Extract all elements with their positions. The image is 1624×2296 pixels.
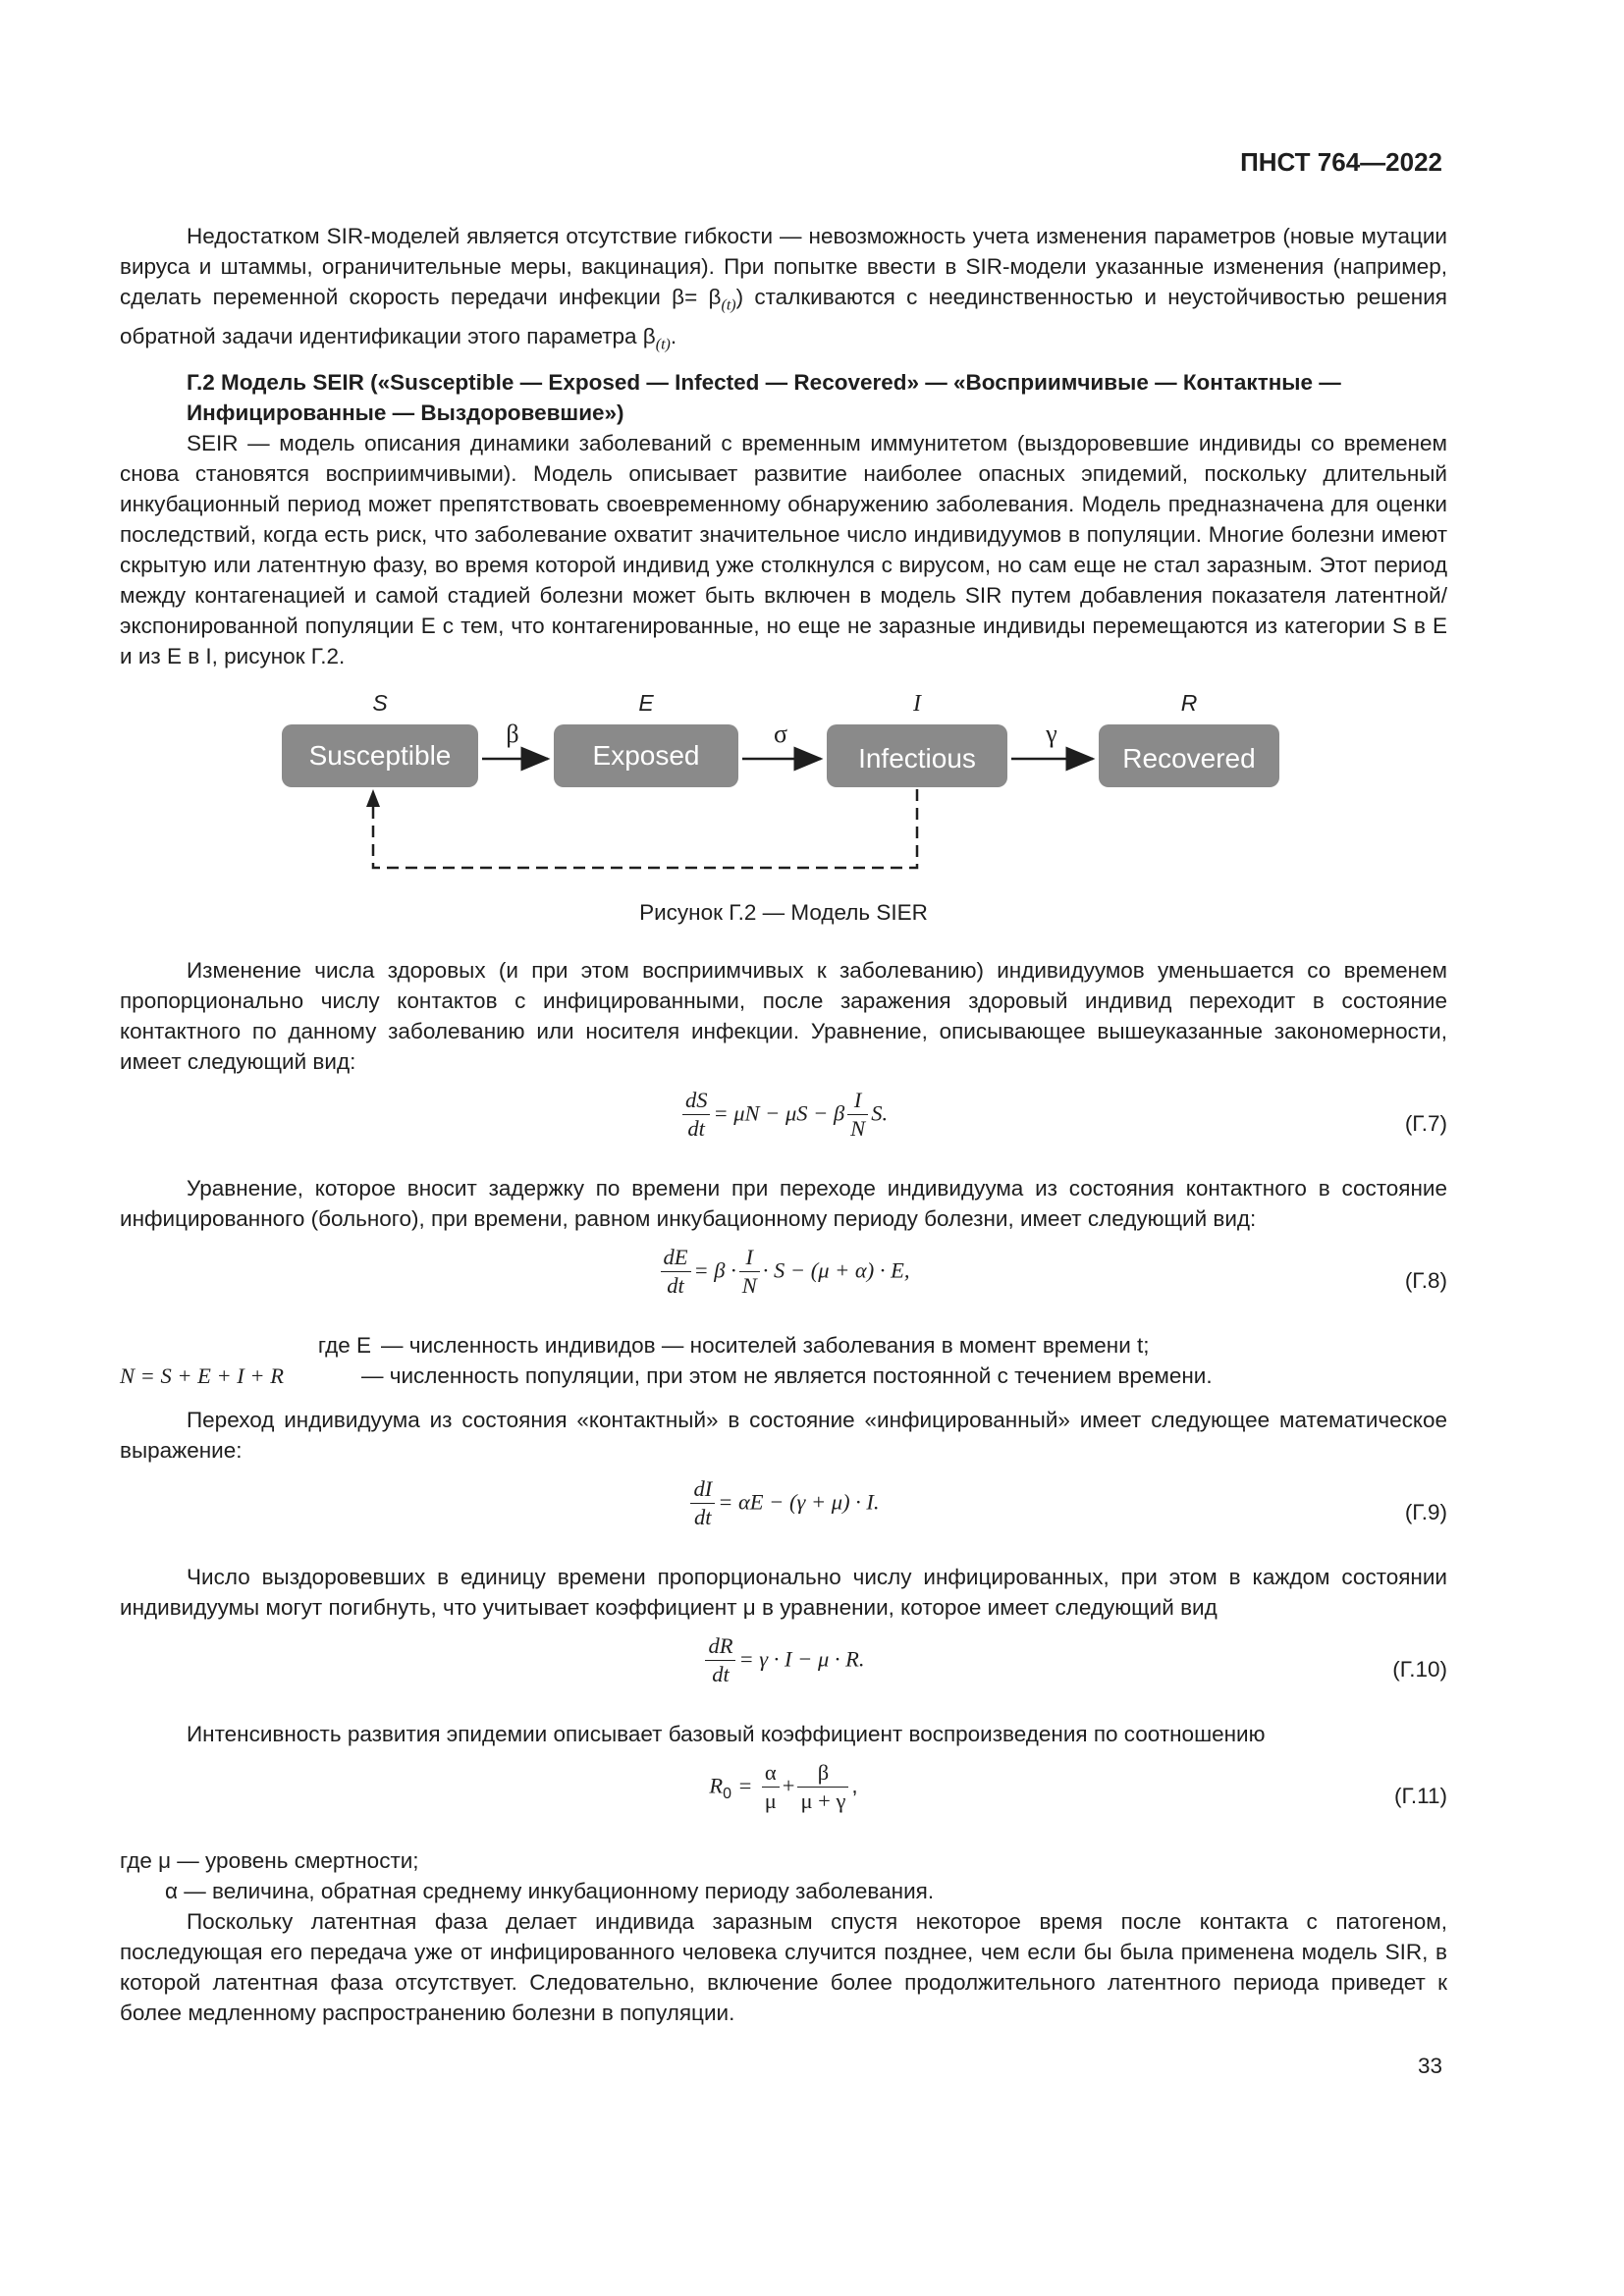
where-n-text: — численность популяции, при этом не является постоянной с течением времени.: [361, 1363, 1213, 1388]
where-e-text: — численность индивидов — носителей заболевания в момент времени t;: [381, 1333, 1150, 1358]
equation-g8: $\frac{dE}{dt}$ = β · $\frac{I}{N}$ · S − (μ + α) · E, (Г.8): [120, 1244, 1447, 1316]
eq-g9-lhs-fraction: $\frac{dI}{dt}$: [690, 1475, 715, 1531]
where-alpha-definition: α — величина, обратная среднему инкубационному периоду заболевания.: [165, 1879, 935, 1903]
eq-g7-rhs-fraction: $\frac{I}{N}$: [847, 1087, 868, 1143]
feedback-arrowhead: [366, 789, 380, 807]
equation-g9: $\frac{dI}{dt}$ = αE − (γ + μ) · I. (Г.9): [120, 1475, 1447, 1548]
eq-g8-lhs-fraction: $\frac{dE}{dt}$: [661, 1244, 691, 1300]
feedback-dashed-line: [373, 789, 917, 868]
rate-beta: β: [506, 720, 519, 748]
rate-gamma: γ: [1046, 720, 1057, 748]
equation-number-g9: (Г.9): [1404, 1500, 1447, 1524]
node-label-recovered: Recovered: [1122, 743, 1256, 774]
where-e-symbol: где E: [317, 1333, 371, 1358]
equation-number-g7: (Г.7): [1404, 1111, 1447, 1136]
section-title-g2: Г.2 Модель SEIR («Susceptible — Exposed — Infected — Recovered» — «Восприимчивые — Контактные — Инфицированные — Выздоровевшие»): [187, 370, 1341, 425]
paragraph-delay: Уравнение, которое вносит задержку по времени при переходе индивидуума из состояния контактного в состояние инфицированного (больного), при времени, равном инкубационному периоду болезни, имеет следующий вид:: [120, 1176, 1447, 1231]
paragraph-recovered: Число выздоровевших в единицу времени пропорционально числу инфицированных, при этом в каждом состоянии индивидуумы могут погибнуть, что учитывает коэффициент μ в уравнении, которое имеет следующий вид: [120, 1565, 1447, 1620]
node-label-exposed: Exposed: [592, 740, 700, 771]
where-mu-definition: где μ — уровень смертности;: [120, 1848, 419, 1873]
equation-number-g10: (Г.10): [1392, 1657, 1447, 1682]
paragraph-conclusion: Поскольку латентная фаза делает индивида заразным спустя некоторое время после контакта с патогеном, последующая его передача уже от инфицированного человека случится позднее, чем если бы была применена модель SIR, в которой латентная фаза отсутствует. Следовательно, включение более продолжительного латентного периода приведет к более медленному распространению болезни в популяции.: [120, 1909, 1447, 2025]
eq-g11-fraction-1: $\frac{\alpha}{\mu}$: [762, 1759, 780, 1815]
node-label-susceptible: Susceptible: [308, 740, 452, 771]
node-letter-e: E: [638, 690, 654, 716]
eq-g8-rhs-fraction: $\frac{I}{N}$: [739, 1244, 760, 1300]
node-label-infectious: Infectious: [858, 743, 976, 774]
seir-diagram-svg: [120, 681, 1447, 897]
paragraph-susceptible-change: Изменение числа здоровых (и при этом восприимчивых к заболеванию) индивидуумов уменьшается со временем пропорционально числу контактов с инфицированными, после заражения здоровый индивид переходит в состояние контактного по данному заболеванию или носителя инфекции. Уравнение, описывающее вышеуказанные закономерности, имеет следующий вид:: [120, 958, 1447, 1074]
equation-g11: $R_0$ = $\frac{\alpha}{\mu}$ + $\frac{\beta}{\mu + \gamma}$ , (Г.11): [709, 1760, 1447, 1813]
rate-sigma: σ: [773, 720, 788, 748]
document-id: ПНСТ 764—2022: [1240, 147, 1442, 177]
figure-caption: Рисунок Г.2 — Модель SIER: [639, 900, 928, 925]
figure-seir-diagram: [120, 681, 1447, 897]
eq-g11-fraction-2: $\frac{\beta}{\mu + \gamma}$: [797, 1759, 848, 1815]
eq-g7-lhs-fraction: $\frac{dS}{dt}$: [682, 1087, 711, 1143]
paragraph-seir-description: SEIR — модель описания динамики заболеваний с временным иммунитетом (выздоровевшие индивиды со временем снова становятся восприимчивыми). Модель описывает развитие наиболее опасных эпидемий, поскольку длительный инкубационный период может препятствовать своевременному обнаружению заболевания. Модель предназначена для оценки последствий, когда есть риск, что заболевание охватит значительное число индивидуумов в популяции. Многие болезни имеют скрытую или латентную фазу, во время которой индивид уже столкнулся с вирусом, но сам еще не стал заразным. Этот период между контагенацией и самой стадией болезни может быть включен в модель SIR путем добавления показателя латентной/экспонированной популяции E с тем, что контагенированные, но еще не заразные индивиды перемещаются из категории S в E и из E в I, рисунок Г.2.: [120, 431, 1447, 668]
equation-number-g11: (Г.11): [1393, 1784, 1447, 1808]
paragraph-r0-intro: Интенсивность развития эпидемии описывает базовый коэффициент воспроизведения по соотношению: [187, 1722, 1266, 1746]
equation-g7: $\frac{dS}{dt}$ = μN − μS − β $\frac{I}{N}$ S. (Г.7): [120, 1087, 1447, 1159]
page-content: [120, 221, 1447, 2028]
node-letter-s: S: [372, 690, 388, 716]
where-n-symbol: N = S + E + I + R: [120, 1363, 284, 1388]
equation-number-g8: (Г.8): [1404, 1268, 1447, 1293]
paragraph-transition: Переход индивидуума из состояния «контактный» в состояние «инфицированный» имеет следующее математическое выражение:: [120, 1408, 1447, 1463]
eq-g10-lhs-fraction: $\frac{dR}{dt}$: [705, 1632, 735, 1688]
paragraph-sir-drawbacks: Недостатком SIR-моделей является отсутствие гибкости — невозможность учета изменения параметров (новые мутации вируса и штаммы, ограничительные меры, вакцинация). При попытке ввести в SIR-модели указанные изменения (например, сделать переменной скорость передачи инфекции $\beta= \beta_{(t)}$) сталкиваются с неединственностью и неустойчивостью решения обратной задачи идентификации этого параметра $\beta_{(t)}$.: [120, 224, 1447, 352]
page-number: 33: [1417, 2054, 1442, 2078]
node-letter-r: R: [1180, 690, 1198, 716]
equation-g10: $\frac{dR}{dt}$ = γ · I − μ · R. (Г.10): [120, 1632, 1447, 1705]
node-letter-i: I: [913, 691, 921, 717]
where-e-definition: [120, 1330, 1447, 1361]
where-n-definition: [120, 1361, 1447, 1391]
